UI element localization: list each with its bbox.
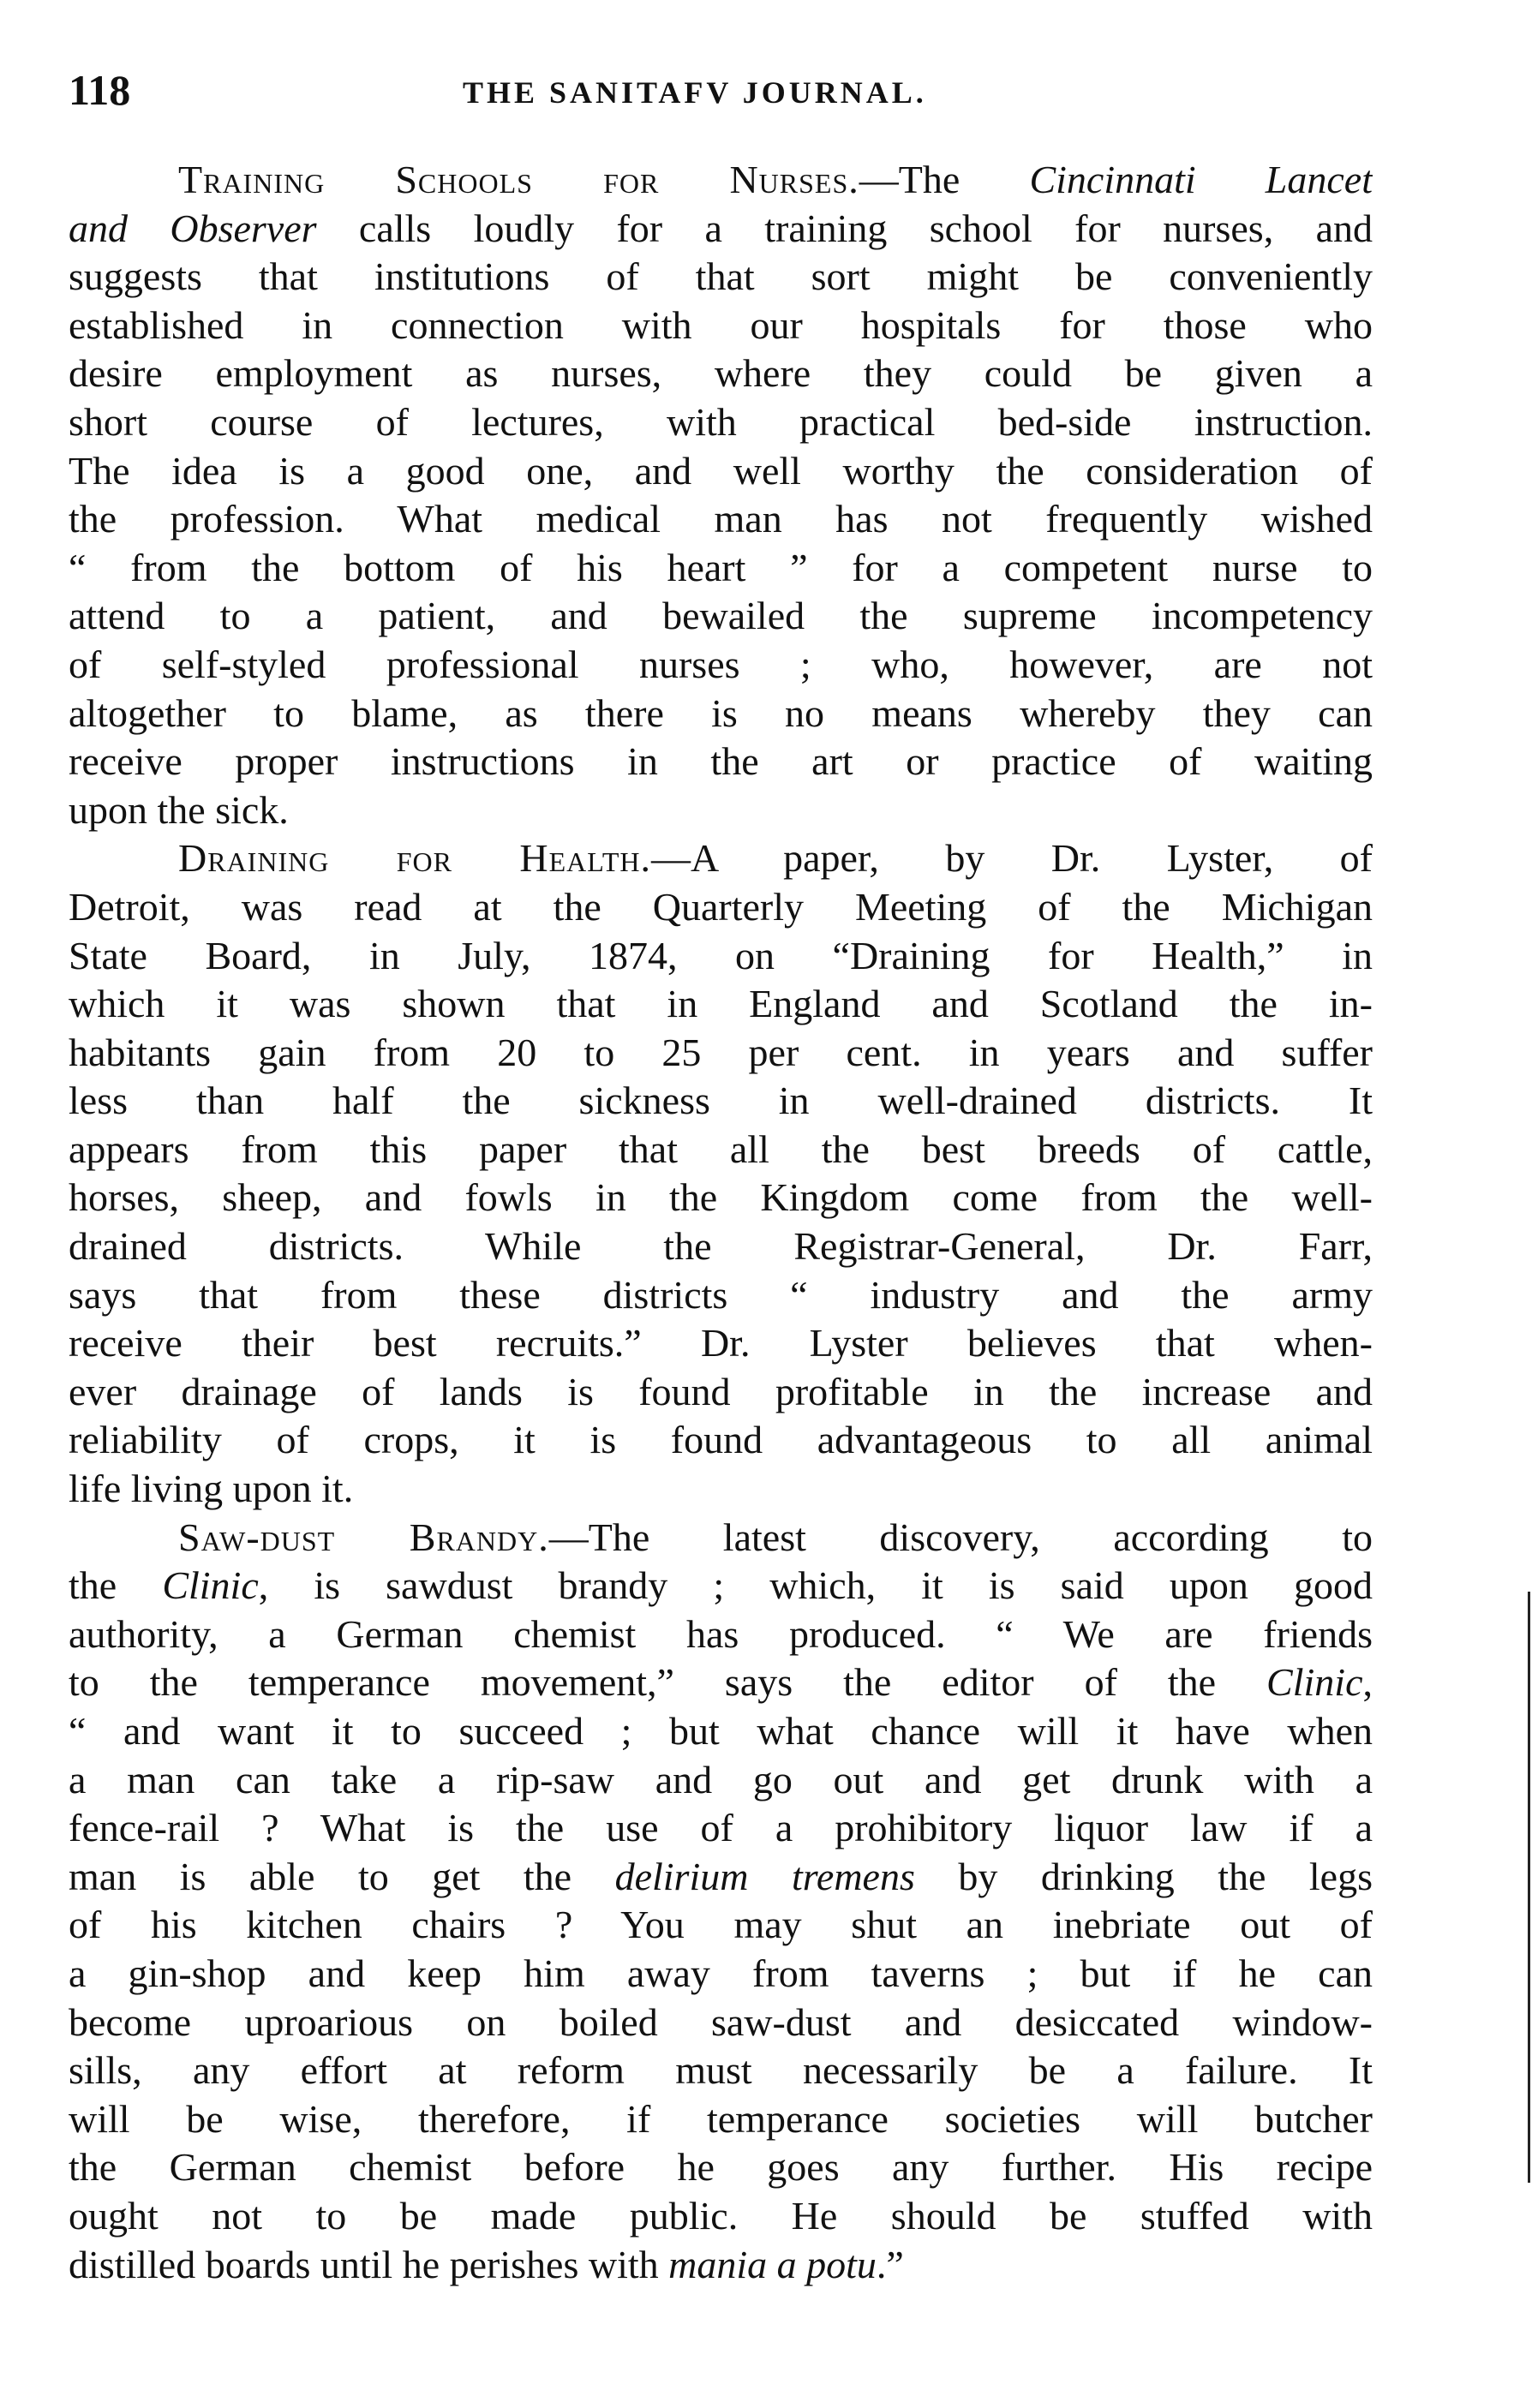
text-line: habitants gain from 20 to 25 per cent. in years and suffer — [69, 1030, 1373, 1074]
text-line: less than half the sickness in well-drained districts. It — [69, 1079, 1373, 1123]
text-line: authority, a German chemist has produced. “ We are friends — [69, 1611, 1373, 1656]
page-header — [69, 60, 1371, 120]
text-line: ever drainage of lands is found profitable in the increase and — [69, 1369, 1373, 1413]
text-line: the profession. What medical man has not frequently wished — [69, 497, 1373, 541]
text-line: of his kitchen chairs ? You may shut an inebriate out of — [69, 1903, 1373, 1947]
article-heading: Draining for Health. — [178, 836, 652, 881]
text-line: short course of lectures, with practical bed-side instruction. — [69, 399, 1373, 444]
journal-title: Clinic — [162, 1563, 259, 1608]
text-line: upon the sick. — [69, 787, 289, 832]
text-line: a man can take a rip-saw and go out and get drunk with a — [69, 1757, 1373, 1802]
text-line: appears from this paper that all the best breeds of cattle, — [69, 1126, 1373, 1171]
article-training-schools — [69, 156, 1373, 834]
text-line: Draining for Health.—A paper, by Dr. Lyster, of — [178, 836, 1373, 881]
text-line: the German chemist before he goes any further. His recipe — [69, 2145, 1373, 2190]
text-line: receive their best recruits.” Dr. Lyster believes that when- — [69, 1321, 1373, 1365]
page-number: 118 — [69, 66, 131, 114]
text-line: receive proper instructions in the art or practice of waiting — [69, 739, 1373, 784]
text-line: says that from these districts “ industry and the army — [69, 1272, 1373, 1317]
text-line: suggests that institutions of that sort might be conveniently — [69, 254, 1373, 299]
text-line: altogether to blame, as there is no means whereby they can — [69, 690, 1373, 735]
text-line: fence-rail ? What is the use of a prohibitory liquor law if a — [69, 1806, 1373, 1850]
text-line: reliability of crops, it is found advantageous to all animal — [69, 1418, 1373, 1462]
text-line: the Clinic, is sawdust brandy ; which, it is said upon good — [69, 1563, 1373, 1608]
text-line: State Board, in July, 1874, on “Draining for Health,” in — [69, 933, 1373, 977]
text-line: attend to a patient, and bewailed the supreme incompetency — [69, 594, 1373, 638]
article-saw-dust-brandy — [69, 1514, 1373, 2290]
text-line: sills, any effort at reform must necessarily be a failure. It — [69, 2048, 1373, 2093]
text-line: desire employment as nurses, where they could be given a — [69, 351, 1373, 396]
text-line: drained districts. While the Registrar-General, Dr. Farr, — [69, 1224, 1373, 1269]
journal-title: Cincinnati Lancet — [1029, 158, 1373, 201]
text-line: which it was shown that in England and Scotland the in- — [69, 982, 1373, 1026]
text-line: a gin-shop and keep him away from taverns ; but if he can — [69, 1951, 1373, 1995]
text-line: established in connection with our hospitals for those who — [69, 302, 1373, 347]
article-heading: Training Schools for Nurses. — [178, 158, 859, 201]
text-line: of self-styled professional nurses ; who, however, are not — [69, 642, 1373, 686]
text-line: will be wise, therefore, if temperance societies will butcher — [69, 2096, 1373, 2141]
text-line: to the temperance movement,” says the editor of the Clinic, — [69, 1660, 1373, 1705]
article-heading: Saw-dust Brandy. — [178, 1515, 549, 1559]
running-head: THE SANITAFV JOURNAL. — [463, 75, 927, 110]
journal-title: Clinic — [1266, 1660, 1363, 1705]
body-text — [69, 156, 1373, 2289]
text-line: ought not to be made public. He should be stuffed with — [69, 2193, 1373, 2238]
text-line: Detroit, was read at the Quarterly Meeting of the Michigan — [69, 884, 1373, 929]
text-line: life living upon it. — [69, 1467, 354, 1511]
text-line: distilled boards until he perishes with mania a potu.” — [69, 2242, 904, 2286]
journal-title: and Observer — [69, 206, 317, 250]
text-line: The idea is a good one, and well worthy the consideration of — [69, 448, 1373, 493]
italic-term: delirium tremens — [614, 1854, 915, 1898]
text-line: “ and want it to succeed ; but what chance will it have when — [69, 1709, 1373, 1753]
text-line: and Observer calls loudly for a training school for nurses, and — [69, 206, 1373, 250]
article-draining-for-health — [69, 834, 1373, 1513]
text-line: “ from the bottom of his heart ” for a competent nurse to — [69, 545, 1373, 589]
page-edge-rule — [1528, 1592, 1530, 2183]
text-line: Saw-dust Brandy.—The latest discovery, according to — [178, 1515, 1373, 1559]
text-line: man is able to get the delirium tremens by drinking the legs — [69, 1854, 1373, 1898]
italic-term: mania a potu — [668, 2242, 877, 2286]
text-line: horses, sheep, and fowls in the Kingdom come from the well- — [69, 1175, 1373, 1220]
text-line: Training Schools for Nurses.—The Cincinnati Lancet — [178, 158, 1373, 201]
text-line: become uproarious on boiled saw-dust and desiccated window- — [69, 1999, 1373, 2044]
